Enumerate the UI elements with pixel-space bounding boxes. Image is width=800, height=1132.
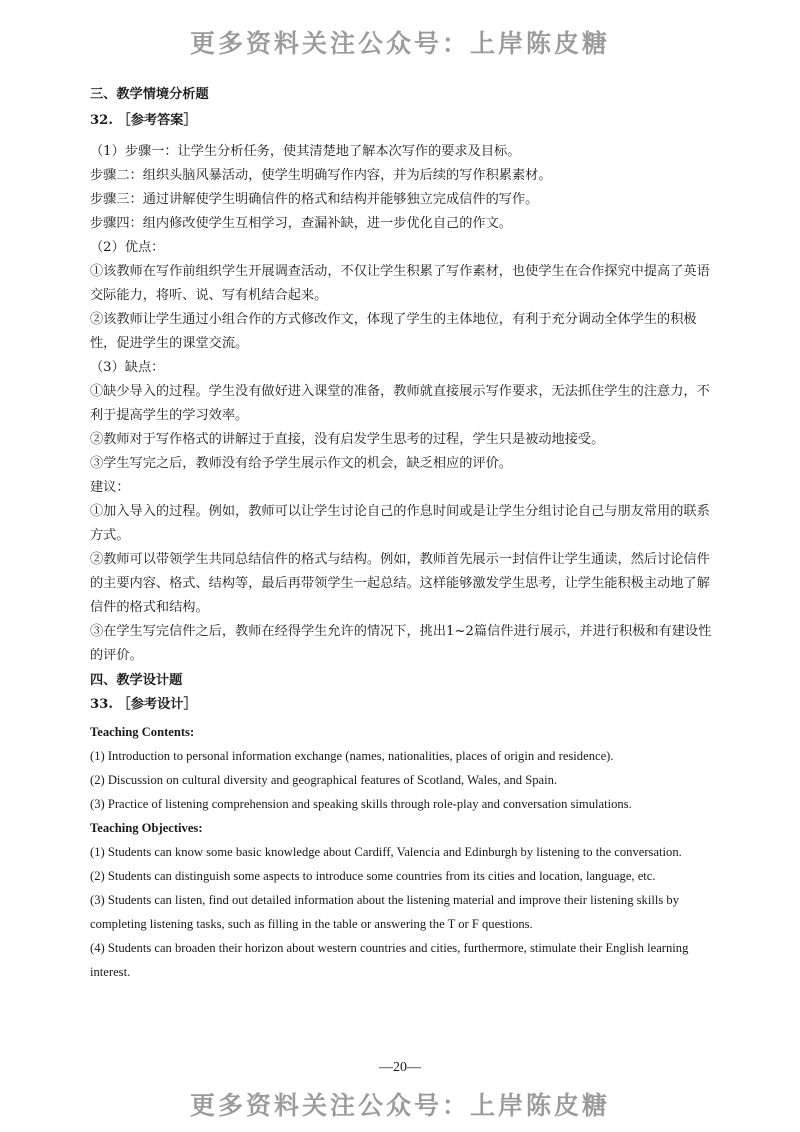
answer-suggestion-2: ②教师可以带领学生共同总结信件的格式与结构。例如，教师首先展示一封信件让学生通读，然后讨论信件的主要内容、格式、结构等，最后再带领学生一起总结。这样能够激发学生思考，让学生能积极主动地了解信件的格式和结构。 (90, 552, 710, 615)
answer-step-4: 步骤四：组内修改使学生互相学习，查漏补缺，进一步优化自己的作文。 (90, 216, 512, 231)
answer-step-3: 步骤三：通过讲解使学生明确信件的格式和结构并能够独立完成信件的写作。 (90, 192, 539, 207)
answer-suggestion-3: ③在学生写完信件之后，教师在经得学生允许的情况下，挑出1~2篇信件进行展示，并进行积极和有建设性的评价。 (90, 624, 712, 663)
teaching-content-1: (1) Introduction to personal information exchange (names, nationalities, places of origin and residence). (90, 749, 614, 763)
page-body (90, 86, 722, 984)
answer-suggestion-1: ①加入导入的过程。例如，教师可以让学生讨论自己的作息时间或是让学生分组讨论自己与朋友常用的联系方式。 (90, 504, 710, 543)
answer-advantages-heading: （2）优点： (90, 240, 165, 255)
question-33-label: 33. ［参考设计］ (90, 697, 197, 712)
teaching-contents-title: Teaching Contents: (90, 725, 195, 739)
answer-advantage-2: ②该教师让学生通过小组合作的方式修改作文，体现了学生的主体地位，有利于充分调动全体学生的积极性，促进学生的课堂交流。 (90, 312, 697, 351)
teaching-objective-3: (3) Students can listen, find out detailed information about the listening material and improve their listening skills by completing listening tasks, such as filling in the table or answering the T or F questions. (90, 893, 679, 931)
teaching-objective-1: (1) Students can know some basic knowledge about Cardiff, Valencia and Edinburgh by listening to the conversation. (90, 845, 682, 859)
section-heading-4: 四、教学设计题 (90, 673, 183, 688)
question-32-label: 32. ［参考答案］ (90, 113, 197, 128)
answer-disadvantage-2: ②教师对于写作格式的讲解过于直接，没有启发学生思考的过程，学生只是被动地接受。 (90, 432, 605, 447)
teaching-content-2: (2) Discussion on cultural diversity and geographical features of Scotland, Wales, and Spain. (90, 773, 558, 787)
answer-disadvantage-3: ③学生写完之后，教师没有给予学生展示作文的机会，缺乏相应的评价。 (90, 456, 512, 471)
watermark-top: 更多资料关注公众号：上岸陈皮糖 (189, 29, 610, 58)
teaching-objectives-title: Teaching Objectives: (90, 821, 203, 835)
section-heading-3: 三、教学情境分析题 (90, 87, 209, 102)
answer-step-2: 步骤二：组织头脑风暴活动，使学生明确写作内容，并为后续的写作积累素材。 (90, 168, 552, 183)
answer-advantage-1: ①该教师在写作前组织学生开展调查活动，不仅让学生积累了写作素材，也使学生在合作探究中提高了英语交际能力，将听、说、写有机结合起来。 (90, 264, 710, 303)
answer-suggestions-heading: 建议： (90, 480, 130, 495)
watermark-bottom: 更多资料关注公众号：上岸陈皮糖 (189, 1091, 610, 1120)
teaching-objective-2: (2) Students can distinguish some aspects to introduce some countries from its cities and location, language, etc. (90, 869, 656, 883)
answer-step-1: （1）步骤一：让学生分析任务，使其清楚地了解本次写作的要求及目标。 (90, 144, 521, 159)
answer-disadvantage-1: ①缺少导入的过程。学生没有做好进入课堂的准备，教师就直接展示写作要求，无法抓住学生的注意力，不利于提高学生的学习效率。 (90, 384, 710, 423)
page-number: —20— (379, 1060, 421, 1075)
answer-disadvantages-heading: （3）缺点： (90, 360, 165, 375)
teaching-content-3: (3) Practice of listening comprehension and speaking skills through role-play and conversation simulations. (90, 797, 632, 811)
teaching-objective-4: (4) Students can broaden their horizon about western countries and cities, furthermore, stimulate their English learning interest. (90, 941, 689, 979)
